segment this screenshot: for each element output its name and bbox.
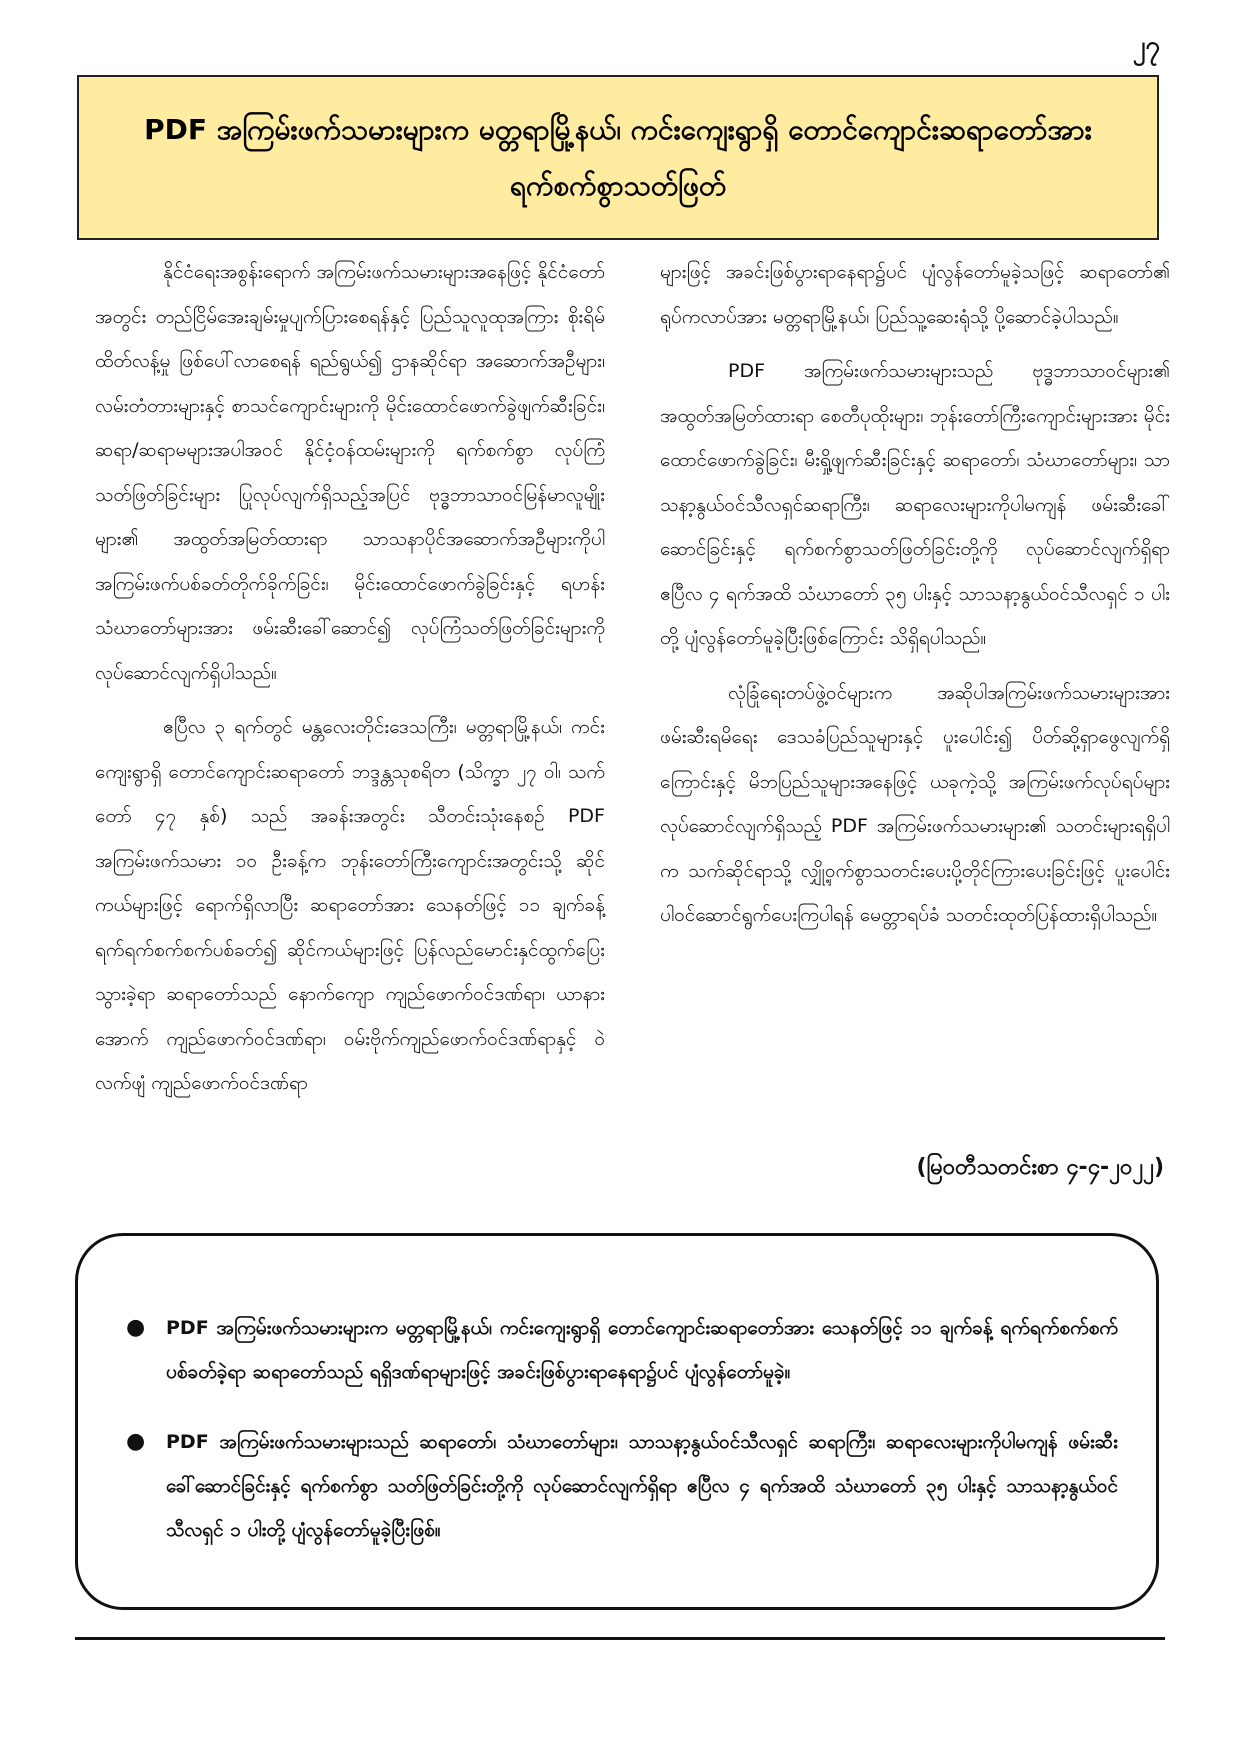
article-paragraph: လုံခြုံရေးတပ်ဖွဲ့ဝင်များက အဆိုပါအကြမ်းဖက်သမားများအား ဖမ်းဆီးရမိရေး ဒေသခံပြည်သူများနှင့် ပူးပေါင်း၍ ပိတ်ဆို့ရှာဖွေလျက်ရှိကြောင်းနှင့် မိဘပြည်သူများအနေဖြင့် ယခုကဲ့သို့ အကြမ်းဖက်လုပ်ရပ်များလုပ်ဆောင်လျက်ရှိသည့် PDF အကြမ်းဖက်သမားများ၏ သတင်းများရရှိပါက သက်ဆိုင်ရာသို့ လျှို့ဝှက်စွာသတင်းပေးပို့တိုင်ကြားပေးခြင်းဖြင့် ပူးပေါင်းပါဝင်ဆောင်ရွက်ပေးကြပါရန် မေတ္တာရပ်ခံ သတင်းထုတ်ပြန်ထားရှိပါသည်။: [660, 681, 1170, 926]
summary-box: [75, 1233, 1159, 1610]
bottom-rule: [75, 1637, 1165, 1640]
headline-title: PDF အကြမ်းဖက်သမားများက မတ္တရာမြို့နယ်၊ ကင်းကျေးရွာရှိ တောင်ကျောင်းဆရာတော်အား ရက်စက်စွာသတ်ဖြတ်: [144, 112, 1092, 202]
page-number: ၂၇: [1132, 31, 1160, 61]
summary-item-text: PDF အကြမ်းဖက်သမားများက မတ္တရာမြို့နယ်၊ ကင်းကျေးရွာရှိ တောင်ကျောင်းဆရာတော်အား သေနတ်ဖြင့် ၁၁ ချက်ခန့် ရက်ရက်စက်စက်ပစ်ခတ်ခဲ့ရာ ဆရာတော်သည် ရရှိဒဏ်ရာများဖြင့် အခင်းဖြစ်ပွားရာနေရာ၌ပင် ပျံလွန်တော်မူခဲ့။: [166, 1317, 1118, 1383]
article-body: [95, 250, 1170, 1225]
bullet-icon: ●: [126, 1429, 146, 1454]
article-paragraph-continued: များဖြင့် အခင်းဖြစ်ပွားရာနေရာ၌ပင် ပျံလွန်တော်မူခဲ့သဖြင့် ဆရာတော်၏ ရုပ်ကလာပ်အား မတ္တရာမြို့နယ်၊ ပြည်သူ့ဆေးရုံသို့ ပို့ဆောင်ခဲ့ပါသည်။: [660, 261, 1170, 328]
summary-list: [126, 1306, 1118, 1552]
article-paragraph: ဧပြီလ ၃ ရက်တွင် မန္တလေးတိုင်းဒေသကြီး၊ မတ္တရာမြို့နယ်၊ ကင်းကျေးရွာရှိ တောင်ကျောင်းဆရာတော် ဘဒ္ဒန္တသုစရိတ (သိက္ခာ ၂၇ ဝါ၊ သက်တော် ၄၇ နှစ်) သည် အခန်းအတွင်း သီတင်းသုံးနေစဉ် PDF အကြမ်းဖက်သမား ၁၀ ဦးခန့်က ဘုန်းတော်ကြီးကျောင်းအတွင်းသို့ ဆိုင်ကယ်များဖြင့် ရောက်ရှိလာပြီး ဆရာတော်အား သေနတ်ဖြင့် ၁၁ ချက်ခန့် ရက်ရက်စက်စက်ပစ်ခတ်၍ ဆိုင်ကယ်များဖြင့် ပြန်လည်မောင်းနှင်ထွက်ပြေးသွားခဲ့ရာ ဆရာတော်သည် နောက်ကျော ကျည်ဖောက်ဝင်ဒဏ်ရာ၊ ယာနားအောက် ကျည်ဖောက်ဝင်ဒဏ်ရာ၊ ဝမ်းဗိုက်ကျည်ဖောက်ဝင်ဒဏ်ရာနှင့် ဝဲလက်ဖျံ ကျည်ဖောက်ဝင်ဒဏ်ရာ: [95, 716, 605, 1094]
bullet-icon: ●: [126, 1315, 146, 1340]
article-paragraph: PDF အကြမ်းဖက်သမားများသည် ဗုဒ္ဓဘာသာဝင်များ၏ အထွတ်အမြတ်ထားရာ စေတီပုထိုးများ၊ ဘုန်းတော်ကြီးကျောင်းများအား မိုင်းထောင်ဖောက်ခွဲခြင်း၊ မီးရှို့ဖျက်ဆီးခြင်းနှင့် ဆရာတော်၊ သံဃာတော်များ၊ သာသနာ့နွယ်ဝင်သီလရှင်ဆရာကြီး၊ ဆရာလေးများကိုပါမကျန် ဖမ်းဆီးခေါ်ဆောင်ခြင်းနှင့် ရက်စက်စွာသတ်ဖြတ်ခြင်းတို့ကို လုပ်ဆောင်လျက်ရှိရာ ဧပြီလ ၄ ရက်အထိ သံဃာတော် ၃၅ ပါးနှင့် သာသနာ့နွယ်ဝင်သီလရှင် ၁ ပါးတို့ ပျံလွန်တော်မူခဲ့ပြီးဖြစ်ကြောင်း သိရှိရပါသည်။: [660, 360, 1170, 649]
article-right-column: [660, 250, 1170, 1225]
summary-item-text: PDF အကြမ်းဖက်သမားများသည် ဆရာတော်၊ သံဃာတော်များ၊ သာသနာ့နွယ်ဝင်သီလရှင် ဆရာကြီး၊ ဆရာလေးများကိုပါမကျန် ဖမ်းဆီးခေါ်ဆောင်ခြင်းနှင့် ရက်စက်စွာ သတ်ဖြတ်ခြင်းတို့ကို လုပ်ဆောင်လျက်ရှိရာ ဧပြီလ ၄ ရက်အထိ သံဃာတော် ၃၅ ပါးနှင့် သာသနာ့နွယ်ဝင်သီလရှင် ၁ ပါးတို့ ပျံလွန်တော်မူခဲ့ပြီးဖြစ်။: [166, 1431, 1118, 1541]
summary-item: [126, 1420, 1118, 1552]
headline-box: [77, 75, 1159, 240]
article-paragraph: နိုင်ငံရေးအစွန်းရောက် အကြမ်းဖက်သမားများအနေဖြင့် နိုင်ငံတော်အတွင်း တည်ငြိမ်အေးချမ်းမှုပျက်ပြားစေရန်နှင့် ပြည်သူလူထုအကြား စိုးရိမ်ထိတ်လန့်မှု ဖြစ်ပေါ်လာစေရန် ရည်ရွယ်၍ ဌာနဆိုင်ရာ အဆောက်အဦများ၊ လမ်းတံတားများနှင့် စာသင်ကျောင်းများကို မိုင်းထောင်ဖောက်ခွဲဖျက်ဆီးခြင်း၊ ဆရာ/ဆရာမများအပါအဝင် နိုင်ငံ့ဝန်ထမ်းများကို ရက်စက်စွာ လုပ်ကြံသတ်ဖြတ်ခြင်းများ ပြုလုပ်လျက်ရှိသည့်အပြင် ဗုဒ္ဓဘာသာဝင်မြန်မာလူမျိုးများ၏ အထွတ်အမြတ်ထားရာ သာသနာပိုင်အဆောက်အဦများကိုပါ အကြမ်းဖက်ပစ်ခတ်တိုက်ခိုက်ခြင်း၊ မိုင်းထောင်ဖောက်ခွဲခြင်းနှင့် ရဟန်းသံဃာတော်များအား ဖမ်းဆီးခေါ်ဆောင်၍ လုပ်ကြံသတ်ဖြတ်ခြင်းများကို လုပ်ဆောင်လျက်ရှိပါသည်။: [95, 261, 605, 684]
source-citation: (မြဝတီသတင်းစာ ၄-၄-၂၀၂၂): [916, 1155, 1164, 1180]
article-left-column: [95, 250, 605, 1225]
summary-item: [126, 1306, 1118, 1394]
